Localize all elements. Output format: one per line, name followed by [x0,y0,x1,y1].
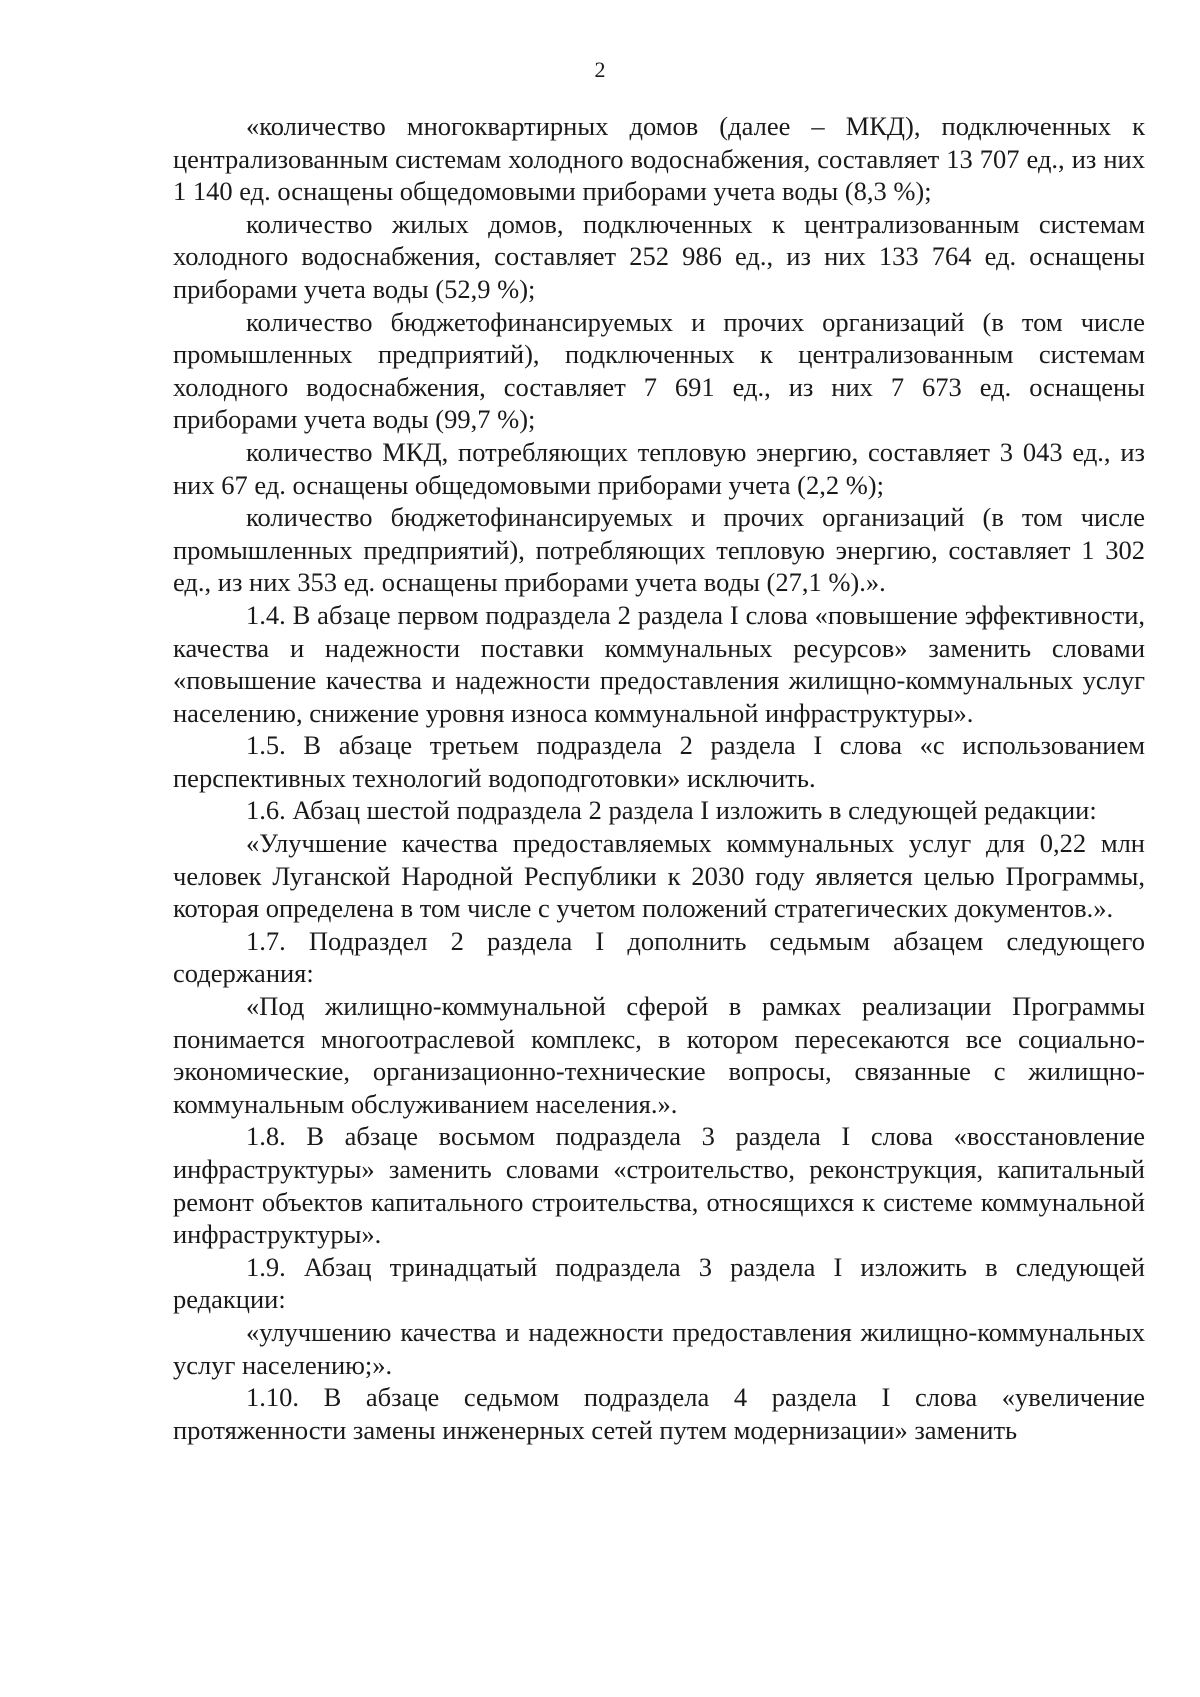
paragraph-1-6: 1.6. Абзац шестой подраздела 2 раздела I изложить в следующей редакции: [246,795,1097,826]
document-body [173,110,1145,1446]
paragraph-1-10: 1.10. В абзаце седьмом подраздела 4 раздела I слова «увеличение протяженности замены инженерных сетей путем модернизации» заменить [173,1382,1145,1445]
paragraph-1-4: 1.4. В абзаце первом подраздела 2 раздела I слова «повышение эффективности, качества и надежности поставки коммунальных ресурсов» заменить словами «повышение качества и надежности предоставления жилищно-коммунальных услуг населению, снижение уровня износа коммунальной инфраструктуры». [173,599,1145,728]
paragraph-organizations-cold-water: количество бюджетофинансируемых и прочих организаций (в том числе промышленных предприятий), подключенных к централизованным системам холодного водоснабжения, составляет 7 691 ед., из них 7 673 ед. оснащены приборами учета воды (99,7 %); [173,306,1145,435]
paragraph-mkd-heat: количество МКД, потребляющих тепловую энергию, составляет 3 043 ед., из них 67 ед. оснащены общедомовыми приборами учета (2,2 %); [173,436,1145,500]
paragraph-1-9: 1.9. Абзац тринадцатый подраздела 3 раздела I изложить в следующей редакции: [173,1251,1145,1315]
page-number: 2 [594,57,606,82]
paragraph-residential-cold-water: количество жилых домов, подключенных к централизованным системам холодного водоснабжения, составляет 252 986 ед., из них 133 764 ед. оснащены приборами учета воды (52,9 %); [173,208,1145,304]
paragraph-1-6-quote: «Улучшение качества предоставляемых коммунальных услуг для 0,22 млн человек Луганской Народной Республики к 2030 году является целью Программы, которая определена в том числе с учетом положений стратегических документов.». [173,828,1145,924]
paragraph-1-7: 1.7. Подраздел 2 раздела I дополнить седьмым абзацем следующего содержания: [173,925,1145,989]
paragraph-1-8: 1.8. В абзаце восьмом подраздела 3 раздела I слова «восстановление инфраструктуры» заменить словами «строительство, реконструкция, капитальный ремонт объектов капитального строительства, относящихся к системе коммунальной инфраструктуры». [173,1121,1145,1250]
paragraph-1-7-quote: «Под жилищно-коммунальной сферой в рамках реализации Программы понимается многоотраслевой комплекс, в котором пересекаются все социально-экономические, организационно-технические вопросы, связанные с жилищно-коммунальным обслуживанием населения.». [173,991,1145,1119]
paragraph-1-9-quote: «улучшению качества и надежности предоставления жилищно-коммунальных услуг населению;». [173,1316,1145,1380]
paragraph-mkd-cold-water: «количество многоквартирных домов (далее – МКД), подключенных к централизованным системам холодного водоснабжения, составляет 13 707 ед., из них 1 140 ед. оснащены общедомовыми приборами учета воды (8,3 %); [173,111,1145,207]
paragraph-organizations-heat: количество бюджетофинансируемых и прочих организаций (в том числе промышленных предприятий), потребляющих тепловую энергию, составляет 1 302 ед., из них 353 ед. оснащены приборами учета воды (27,1 %).». [173,502,1145,598]
paragraph-1-5: 1.5. В абзаце третьем подраздела 2 раздела I слова «с использованием перспективных технологий водоподготовки» исключить. [173,730,1145,793]
